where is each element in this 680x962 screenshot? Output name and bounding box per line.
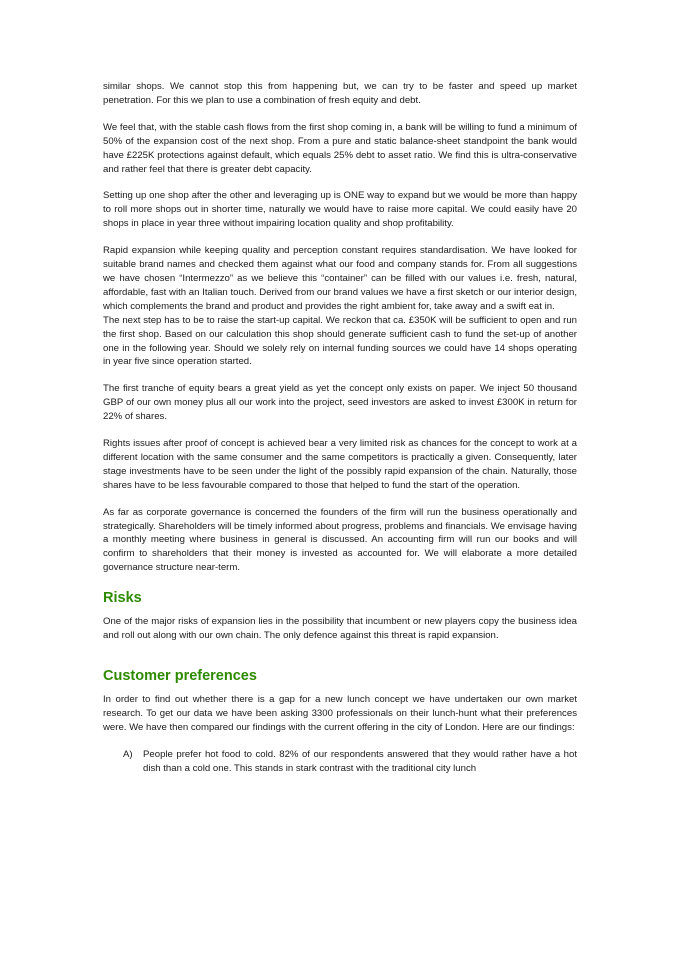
finding-marker: A) (123, 748, 133, 760)
paragraph-first-tranche: The first tranche of equity bears a great yield as yet the concept only exists on paper. We inject 50 thousand GBP of our own money plus all our work into the project, seed investors are asked to invest £300K in return for 22% of shares. (103, 383, 577, 423)
paragraph-market-penetration: similar shops. We cannot stop this from happening but, we can try to be faster and speed up market penetration. For this we plan to use a combination of fresh equity and debt. (103, 81, 577, 106)
section-heading-risks: Risks (103, 590, 142, 607)
paragraph-startup-capital: The next step has to be to raise the start-up capital. We reckon that ca. £350K will be sufficient to open and run the first shop. Based on our calculation this shop should generate sufficient cash to fund the set-up of another one in the following year. Should we solely rely on internal funding sources we could have 14 shops operating in year five since operation started. (103, 314, 577, 368)
paragraph-corporate-governance: As far as corporate governance is concerned the founders of the firm will run the business operationally and strategically. Shareholders will be timely informed about progress, problems and financials. We envisage having a monthly meeting where business in general is discussed. An accounting firm will run our books and will confirm to shareholders that their money is invested as accounted for. We will elaborate a more detailed governance structure near-term. (103, 506, 577, 574)
document-page (103, 80, 577, 776)
finding-list-item (103, 748, 577, 776)
paragraph-customer-research: In order to find out whether there is a gap for a new lunch concept we have undertaken our own market research. To get our data we have been asking 3300 professionals on their lunch-hunt what their preferences were. We have then compared our findings with the current offering in the city of London. Here are our findings: (103, 694, 577, 733)
paragraph-rights-issues: Rights issues after proof of concept is achieved bear a very limited risk as chances for the concept to work at a different location with the same consumer and the same competitors is practically a given. Consequently, later stage investments have to be seen under the light of the possibly rapid expansion of the chain. Naturally, those shares have to be less favourable compared to those that helped to fund the start of the operation. (103, 438, 577, 491)
paragraph-expansion-pace: Setting up one shop after the other and leveraging up is ONE way to expand but we would be more than happy to roll more shops out in shorter time, naturally we would have to raise more capital. We could easily have 20 shops in place in year three without impairing location quality and shop profitability. (103, 190, 577, 230)
paragraph-brand-standardisation: Rapid expansion while keeping quality and perception constant requires standardisation. We have looked for suitable brand names and checked them against what our food and company stands for. From all suggestions we have chosen “Intermezzo” as we believe this “container” can be filled with our values i.e. fresh, natural, affordable, fast with an Italian touch. Derived from our brand values we have a first sketch or our interior design, which complements the brand and product and provides the right ambient for, take away and a swift eat in. (103, 245, 577, 312)
paragraph-bank-funding: We feel that, with the stable cash flows from the first shop coming in, a bank will be willing to fund a minimum of 50% of the expansion cost of the next shop. From a pure and static balance-sheet standpoint the bank would have £225K protections against default, which equals 25% debt to asset ratio. We find this is ultra-conservative and rather feel that there is greater debt capacity. (103, 121, 577, 175)
paragraph-risks: One of the major risks of expansion lies in the possibility that incumbent or new players copy the business idea and roll out along with our own chain. The only defence against this threat is rapid expansion. (103, 616, 577, 642)
finding-text: People prefer hot food to cold. 82% of our respondents answered that they would rather have a hot dish than a cold one. This stands in stark contrast with the traditional city lunch (143, 748, 577, 774)
section-heading-customer-preferences: Customer preferences (103, 668, 257, 684)
